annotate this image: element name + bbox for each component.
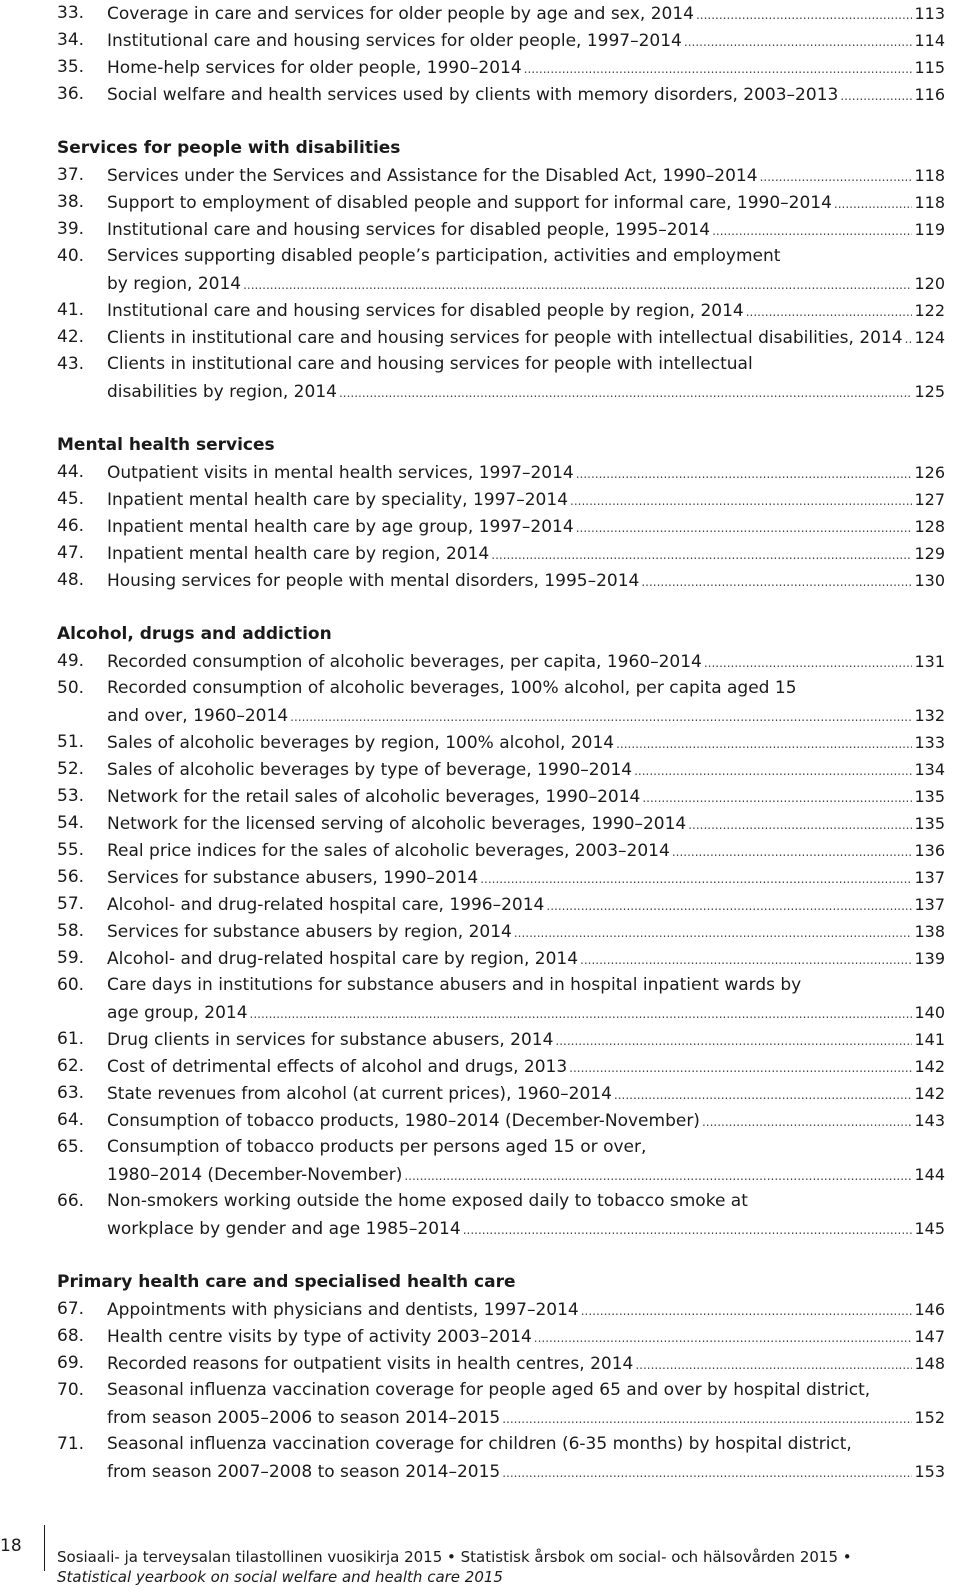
entry-title: Appointments with physicians and dentists, 1997–2014 bbox=[107, 1300, 579, 1320]
entry-number: 47. bbox=[57, 543, 85, 563]
dot-leader bbox=[534, 1325, 913, 1352]
entry-title: Network for the licensed serving of alcoholic beverages, 1990–2014 bbox=[107, 814, 687, 834]
dot-leader bbox=[634, 758, 912, 785]
page-reference: 120 bbox=[914, 274, 945, 293]
toc-entry[interactable] bbox=[57, 162, 945, 189]
page-reference: 114 bbox=[914, 31, 945, 50]
page-reference: 132 bbox=[914, 706, 945, 725]
dot-leader bbox=[463, 1217, 913, 1244]
page-reference: 133 bbox=[914, 733, 945, 752]
dot-leader bbox=[524, 56, 913, 83]
entry-number: 53. bbox=[57, 786, 85, 806]
dot-leader bbox=[569, 1055, 912, 1082]
entry-number: 46. bbox=[57, 516, 85, 536]
dot-leader bbox=[614, 1082, 913, 1109]
entry-title: Support to employment of disabled people and support for informal care, 1990–2014 bbox=[107, 193, 832, 213]
toc-entry[interactable] bbox=[57, 459, 945, 486]
toc-entry[interactable] bbox=[57, 945, 945, 972]
dot-leader bbox=[834, 191, 913, 218]
entry-title: Alcohol- and drug-related hospital care, 1996–2014 bbox=[107, 895, 545, 915]
entry-number: 68. bbox=[57, 1326, 85, 1346]
entry-title: Health centre visits by type of activity 2003–2014 bbox=[107, 1327, 532, 1347]
toc-entry[interactable] bbox=[57, 513, 945, 540]
toc-entry[interactable] bbox=[57, 918, 945, 945]
dot-leader bbox=[580, 947, 912, 974]
toc-entry[interactable] bbox=[57, 675, 945, 729]
page-reference: 127 bbox=[914, 490, 945, 509]
entry-title: Clients in institutional care and housing services for people with intellectual disabilities, 2014 bbox=[107, 328, 903, 348]
page-reference: 115 bbox=[914, 58, 945, 77]
toc-entry[interactable] bbox=[57, 324, 945, 351]
entry-title: Recorded reasons for outpatient visits in health centres, 2014 bbox=[107, 1354, 634, 1374]
entry-number: 37. bbox=[57, 165, 85, 185]
entry-number: 58. bbox=[57, 921, 85, 941]
dot-leader bbox=[250, 1001, 913, 1028]
entry-number: 38. bbox=[57, 192, 85, 212]
toc-entry[interactable] bbox=[57, 1188, 945, 1242]
dot-leader bbox=[704, 650, 913, 677]
page-reference: 116 bbox=[914, 85, 945, 104]
entry-title: Social welfare and health services used by clients with memory disorders, 2003–2013 bbox=[107, 85, 839, 105]
page-reference: 129 bbox=[914, 544, 945, 563]
toc-entry[interactable] bbox=[57, 0, 945, 27]
entry-title: 1980–2014 (December-November) bbox=[107, 1165, 403, 1185]
entry-title-line: Consumption of tobacco products per persons aged 15 or over, bbox=[107, 1137, 647, 1157]
entry-title-line: Clients in institutional care and housing services for people with intellectual bbox=[107, 354, 753, 374]
entry-title-line: Services supporting disabled people’s participation, activities and employment bbox=[107, 246, 781, 266]
footer-divider bbox=[44, 1525, 45, 1571]
entry-title: Inpatient mental health care by age group, 1997–2014 bbox=[107, 517, 574, 537]
page-footer bbox=[0, 1525, 960, 1595]
toc-entry[interactable] bbox=[57, 27, 945, 54]
entry-number: 35. bbox=[57, 57, 85, 77]
dot-leader bbox=[760, 164, 913, 191]
page-reference: 140 bbox=[914, 1003, 945, 1022]
dot-leader bbox=[290, 704, 912, 731]
entry-number: 51. bbox=[57, 732, 85, 752]
dot-leader bbox=[514, 920, 913, 947]
toc-entry[interactable] bbox=[57, 1053, 945, 1080]
entry-title: Institutional care and housing services for disabled people, 1995–2014 bbox=[107, 220, 711, 240]
entry-number: 49. bbox=[57, 651, 85, 671]
entry-title: Alcohol- and drug-related hospital care by region, 2014 bbox=[107, 949, 579, 969]
entry-title: from season 2005–2006 to season 2014–2015 bbox=[107, 1408, 501, 1428]
entry-number: 59. bbox=[57, 948, 85, 968]
entry-title: by region, 2014 bbox=[107, 274, 242, 294]
page-reference: 144 bbox=[914, 1165, 945, 1184]
entry-title: from season 2007–2008 to season 2014–2015 bbox=[107, 1462, 501, 1482]
entry-title: Recorded consumption of alcoholic beverages, per capita, 1960–2014 bbox=[107, 652, 702, 672]
toc-entry[interactable] bbox=[57, 1296, 945, 1323]
dot-leader bbox=[480, 866, 912, 893]
page-reference: 138 bbox=[914, 922, 945, 941]
entry-number: 64. bbox=[57, 1110, 85, 1130]
page-reference: 135 bbox=[914, 814, 945, 833]
entry-number: 33. bbox=[57, 3, 85, 23]
section-heading: Alcohol, drugs and addiction bbox=[57, 624, 332, 644]
page-reference: 142 bbox=[914, 1084, 945, 1103]
entry-title: Coverage in care and services for older people by age and sex, 2014 bbox=[107, 4, 694, 24]
toc-entry[interactable] bbox=[57, 783, 945, 810]
entry-number: 57. bbox=[57, 894, 85, 914]
toc-entry[interactable] bbox=[57, 648, 945, 675]
page-reference: 135 bbox=[914, 787, 945, 806]
dot-leader bbox=[491, 542, 912, 569]
dot-leader bbox=[642, 785, 912, 812]
entry-title: Housing services for people with mental disorders, 1995–2014 bbox=[107, 571, 640, 591]
page-reference: 153 bbox=[914, 1462, 945, 1481]
section-heading: Mental health services bbox=[57, 435, 275, 455]
dot-leader bbox=[502, 1406, 912, 1433]
dot-leader bbox=[672, 839, 913, 866]
entry-title: Institutional care and housing services for older people, 1997–2014 bbox=[107, 31, 682, 51]
toc-entry[interactable] bbox=[57, 756, 945, 783]
toc-entry[interactable] bbox=[57, 1350, 945, 1377]
toc-entry[interactable] bbox=[57, 297, 945, 324]
entry-number: 43. bbox=[57, 354, 85, 374]
entry-title: Institutional care and housing services for disabled people by region, 2014 bbox=[107, 301, 744, 321]
toc-entry[interactable] bbox=[57, 54, 945, 81]
dot-leader bbox=[616, 731, 912, 758]
entry-title: Services for substance abusers, 1990–2014 bbox=[107, 868, 479, 888]
entry-title: Real price indices for the sales of alcoholic beverages, 2003–2014 bbox=[107, 841, 670, 861]
entry-title: Drug clients in services for substance abusers, 2014 bbox=[107, 1030, 554, 1050]
page-reference: 139 bbox=[914, 949, 945, 968]
toc-entry[interactable] bbox=[57, 189, 945, 216]
dot-leader bbox=[581, 1298, 913, 1325]
page-reference: 113 bbox=[914, 4, 945, 23]
entry-number: 63. bbox=[57, 1083, 85, 1103]
entry-title: and over, 1960–2014 bbox=[107, 706, 289, 726]
page-reference: 137 bbox=[914, 895, 945, 914]
entry-number: 34. bbox=[57, 30, 85, 50]
dot-leader bbox=[576, 515, 913, 542]
toc-entry[interactable] bbox=[57, 81, 945, 108]
entry-title: Home-help services for older people, 1990–2014 bbox=[107, 58, 522, 78]
entry-number: 50. bbox=[57, 678, 85, 698]
entry-number: 70. bbox=[57, 1380, 85, 1400]
entry-title: Sales of alcoholic beverages by type of beverage, 1990–2014 bbox=[107, 760, 633, 780]
footer-line-2: Statistical yearbook on social welfare and health care 2015 bbox=[57, 1568, 503, 1586]
toc-entry[interactable] bbox=[57, 864, 945, 891]
entry-title: Inpatient mental health care by speciality, 1997–2014 bbox=[107, 490, 569, 510]
page-reference: 142 bbox=[914, 1057, 945, 1076]
entry-number: 62. bbox=[57, 1056, 85, 1076]
dot-leader bbox=[570, 488, 912, 515]
page-reference: 136 bbox=[914, 841, 945, 860]
entry-number: 56. bbox=[57, 867, 85, 887]
footer-line-1: Sosiaali- ja terveysalan tilastollinen vuosikirja 2015 • Statistisk årsbok om social- och hälsovården 2015 • bbox=[57, 1548, 852, 1566]
section-heading: Services for people with disabilities bbox=[57, 138, 401, 158]
dot-leader bbox=[339, 380, 913, 407]
dot-leader bbox=[555, 1028, 912, 1055]
dot-leader bbox=[243, 272, 912, 299]
dot-leader bbox=[404, 1163, 912, 1190]
page-reference: 118 bbox=[914, 166, 945, 185]
entry-title: Outpatient visits in mental health services, 1997–2014 bbox=[107, 463, 574, 483]
toc-entry[interactable] bbox=[57, 567, 945, 594]
entry-number: 48. bbox=[57, 570, 85, 590]
toc-entry[interactable] bbox=[57, 1323, 945, 1350]
entry-title-line: Recorded consumption of alcoholic beverages, 100% alcohol, per capita aged 15 bbox=[107, 678, 797, 698]
section-heading: Primary health care and specialised health care bbox=[57, 1272, 516, 1292]
page-number: 18 bbox=[0, 1536, 22, 1556]
dot-leader bbox=[746, 299, 913, 326]
footer-text bbox=[57, 1547, 852, 1587]
dot-leader bbox=[635, 1352, 912, 1379]
entry-title: disabilities by region, 2014 bbox=[107, 382, 337, 402]
entry-title-line: Seasonal influenza vaccination coverage for people aged 65 and over by hospital district, bbox=[107, 1380, 871, 1400]
entry-title: Services for substance abusers by region, 2014 bbox=[107, 922, 512, 942]
dot-leader bbox=[684, 29, 913, 56]
entry-title-line: Care days in institutions for substance abusers and in hospital inpatient wards by bbox=[107, 975, 802, 995]
entry-number: 69. bbox=[57, 1353, 85, 1373]
page-reference: 126 bbox=[914, 463, 945, 482]
dot-leader bbox=[546, 893, 912, 920]
toc-entry[interactable] bbox=[57, 243, 945, 297]
page-reference: 148 bbox=[914, 1354, 945, 1373]
toc-entry[interactable] bbox=[57, 891, 945, 918]
toc-entry[interactable] bbox=[57, 729, 945, 756]
page-reference: 119 bbox=[914, 220, 945, 239]
entry-number: 54. bbox=[57, 813, 85, 833]
dot-leader bbox=[688, 812, 912, 839]
entry-title: workplace by gender and age 1985–2014 bbox=[107, 1219, 461, 1239]
entry-number: 60. bbox=[57, 975, 85, 995]
entry-title: State revenues from alcohol (at current prices), 1960–2014 bbox=[107, 1084, 612, 1104]
page-reference: 137 bbox=[914, 868, 945, 887]
page-reference: 141 bbox=[914, 1030, 945, 1049]
table-of-contents bbox=[57, 0, 945, 1485]
page-reference: 131 bbox=[914, 652, 945, 671]
dot-leader bbox=[905, 326, 913, 353]
dot-leader bbox=[641, 569, 912, 596]
toc-entry[interactable] bbox=[57, 1026, 945, 1053]
entry-number: 65. bbox=[57, 1137, 85, 1157]
entry-title: Services under the Services and Assistance for the Disabled Act, 1990–2014 bbox=[107, 166, 758, 186]
toc-entry[interactable] bbox=[57, 837, 945, 864]
entry-number: 61. bbox=[57, 1029, 85, 1049]
dot-leader bbox=[502, 1460, 912, 1487]
toc-entry[interactable] bbox=[57, 540, 945, 567]
toc-entry[interactable] bbox=[57, 1377, 945, 1431]
toc-entry[interactable] bbox=[57, 1080, 945, 1107]
dot-leader bbox=[712, 218, 912, 245]
page-reference: 152 bbox=[914, 1408, 945, 1427]
page-reference: 145 bbox=[914, 1219, 945, 1238]
entry-number: 39. bbox=[57, 219, 85, 239]
entry-title: Inpatient mental health care by region, 2014 bbox=[107, 544, 490, 564]
entry-title: Sales of alcoholic beverages by region, 100% alcohol, 2014 bbox=[107, 733, 615, 753]
page-reference: 122 bbox=[914, 301, 945, 320]
page-reference: 147 bbox=[914, 1327, 945, 1346]
toc-entry[interactable] bbox=[57, 1134, 945, 1188]
entry-number: 55. bbox=[57, 840, 85, 860]
page-reference: 125 bbox=[914, 382, 945, 401]
entry-title-line: Non-smokers working outside the home exposed daily to tobacco smoke at bbox=[107, 1191, 748, 1211]
toc-entry[interactable] bbox=[57, 486, 945, 513]
page-reference: 146 bbox=[914, 1300, 945, 1319]
toc-entry[interactable] bbox=[57, 1431, 945, 1485]
entry-number: 71. bbox=[57, 1434, 85, 1454]
dot-leader bbox=[696, 2, 912, 29]
page-reference: 134 bbox=[914, 760, 945, 779]
entry-title: Cost of detrimental effects of alcohol and drugs, 2013 bbox=[107, 1057, 568, 1077]
toc-entry[interactable] bbox=[57, 810, 945, 837]
entry-number: 45. bbox=[57, 489, 85, 509]
entry-number: 67. bbox=[57, 1299, 85, 1319]
page-reference: 130 bbox=[914, 571, 945, 590]
entry-number: 66. bbox=[57, 1191, 85, 1211]
toc-entry[interactable] bbox=[57, 972, 945, 1026]
dot-leader bbox=[702, 1109, 913, 1136]
entry-number: 41. bbox=[57, 300, 85, 320]
entry-number: 36. bbox=[57, 84, 85, 104]
toc-entry[interactable] bbox=[57, 351, 945, 405]
page-reference: 128 bbox=[914, 517, 945, 536]
entry-number: 40. bbox=[57, 246, 85, 266]
entry-title: age group, 2014 bbox=[107, 1003, 248, 1023]
entry-title-line: Seasonal influenza vaccination coverage for children (6-35 months) by hospital district, bbox=[107, 1434, 852, 1454]
entry-title: Consumption of tobacco products, 1980–2014 (December-November) bbox=[107, 1111, 700, 1131]
entry-title: Network for the retail sales of alcoholic beverages, 1990–2014 bbox=[107, 787, 641, 807]
toc-entry[interactable] bbox=[57, 1107, 945, 1134]
entry-number: 42. bbox=[57, 327, 85, 347]
toc-entry[interactable] bbox=[57, 216, 945, 243]
dot-leader bbox=[840, 83, 912, 110]
entry-number: 44. bbox=[57, 462, 85, 482]
entry-number: 52. bbox=[57, 759, 85, 779]
page-reference: 143 bbox=[914, 1111, 945, 1130]
page-reference: 118 bbox=[914, 193, 945, 212]
dot-leader bbox=[576, 461, 913, 488]
page-reference: 124 bbox=[914, 328, 945, 347]
